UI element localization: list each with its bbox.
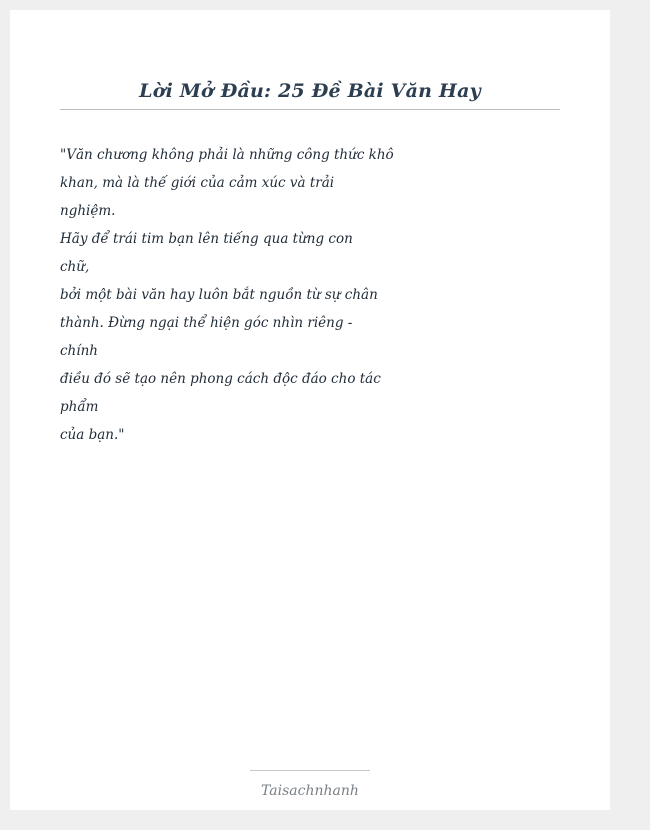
body-line: nghiệm. [60, 203, 116, 219]
body-line: phẩm [60, 399, 99, 415]
body-paragraph [60, 141, 394, 449]
title-divider [60, 109, 560, 110]
footer-brand: Taisachnhanh [261, 783, 359, 799]
body-line: điều đó sẽ tạo nên phong cách độc đáo cho tác [60, 371, 381, 387]
body-line: "Văn chương không phải là những công thức khô [60, 147, 394, 163]
body-line: của bạn." [60, 427, 125, 443]
body-line: chữ, [60, 259, 90, 275]
body-line: thành. Đừng ngại thể hiện góc nhìn riêng - [60, 315, 353, 331]
body-line: Hãy để trái tim bạn lên tiếng qua từng con [60, 231, 353, 247]
footer-divider [250, 770, 370, 771]
document-page [10, 10, 610, 810]
body-line: bởi một bài văn hay luôn bắt nguồn từ sự chân [60, 287, 378, 303]
page-title: Lời Mở Đầu: 25 Đề Bài Văn Hay [139, 80, 481, 102]
body-line: chính [60, 343, 98, 359]
body-line: khan, mà là thế giới của cảm xúc và trải [60, 175, 335, 191]
